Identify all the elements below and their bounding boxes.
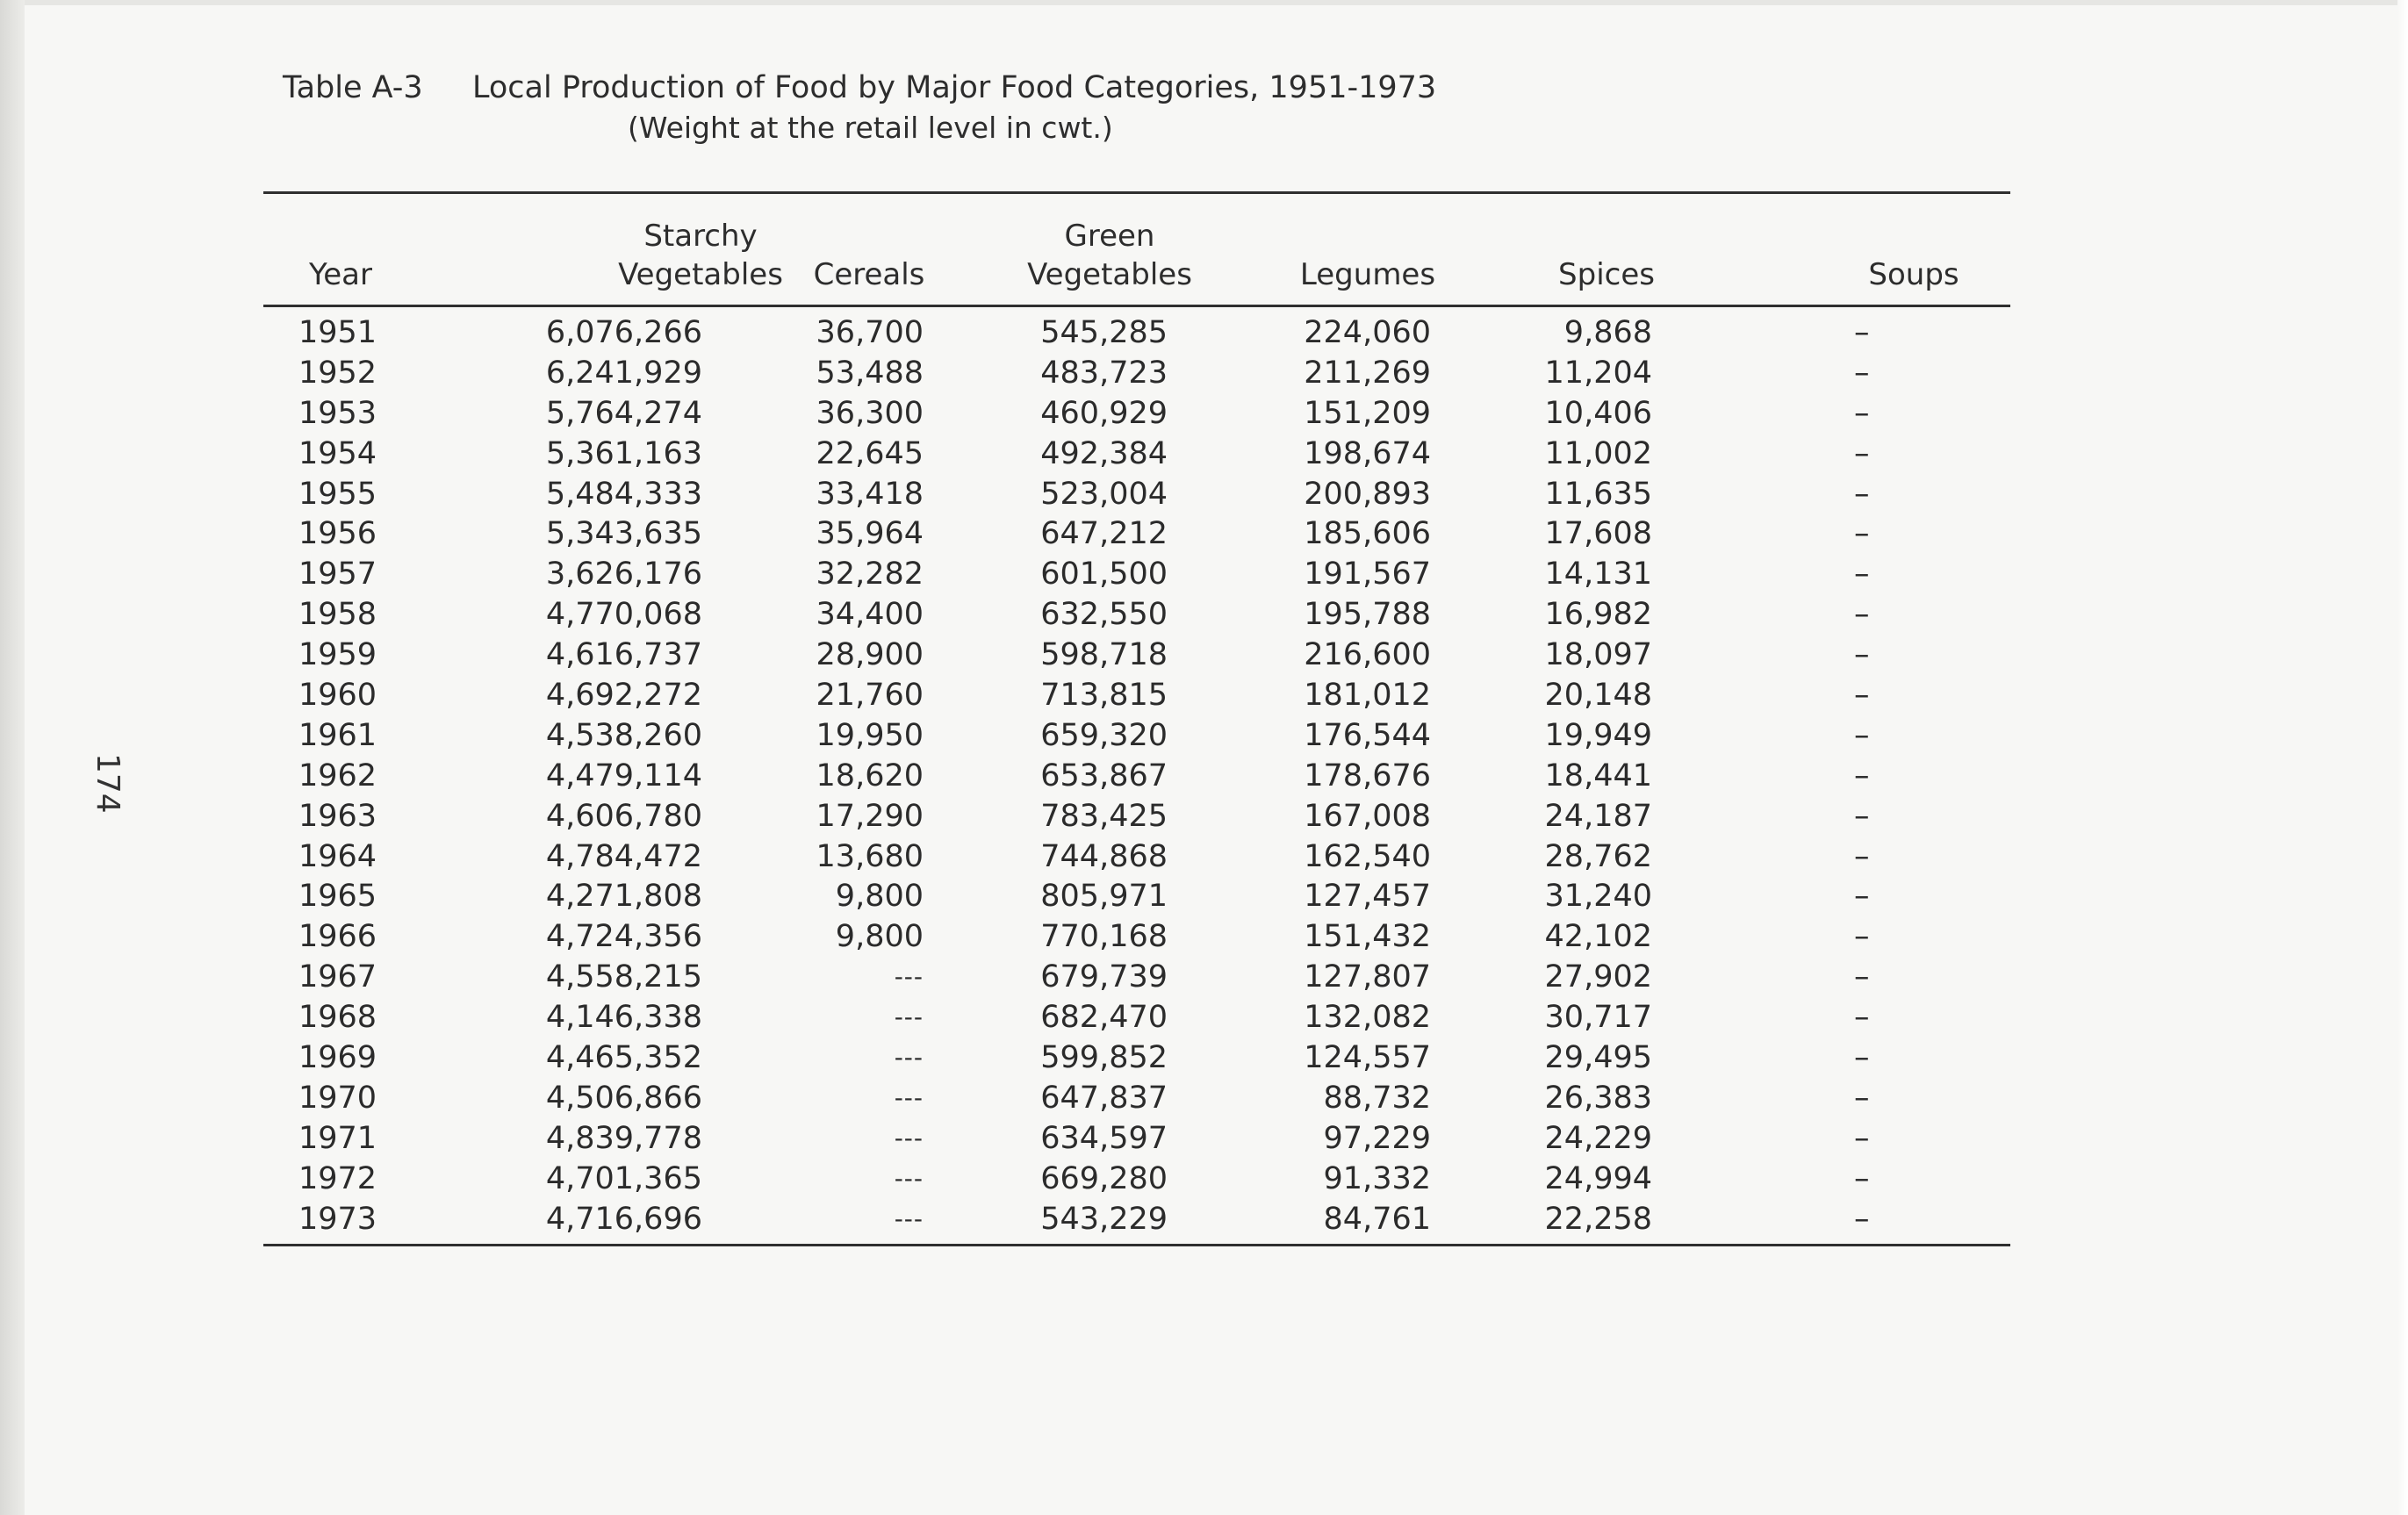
column-header-starchy-vegetables (618, 217, 783, 294)
table-label: Table A-3 (283, 70, 423, 105)
cell-starchy-vegetables: 6,076,266 (545, 315, 702, 350)
table-row (263, 957, 2010, 997)
food-production-table (263, 191, 2010, 1246)
table-row (263, 1078, 2010, 1118)
table-row (263, 715, 2010, 756)
cell-soups: – (1854, 1120, 1870, 1156)
table-row (263, 675, 2010, 715)
cell-cereals: 18,620 (816, 758, 924, 793)
cell-soups: – (1854, 556, 1870, 592)
cell-legumes: 167,008 (1304, 798, 1431, 834)
cell-soups: – (1854, 959, 1870, 995)
table-body (263, 307, 2010, 1244)
table-row (263, 312, 2010, 353)
cell-green-vegetables: 713,815 (1040, 678, 1168, 714)
cell-legumes: 178,676 (1304, 758, 1431, 793)
cell-green-vegetables: 783,425 (1040, 798, 1168, 834)
cell-starchy-vegetables: 4,506,866 (545, 1080, 702, 1116)
table-row (263, 836, 2010, 877)
cell-legumes: 198,674 (1304, 435, 1431, 471)
cell-soups: – (1854, 355, 1870, 391)
table-row (263, 876, 2010, 916)
cell-starchy-vegetables: 4,692,272 (545, 678, 702, 714)
cell-spices: 19,949 (1544, 717, 1652, 753)
cell-year: 1957 (298, 556, 377, 592)
cell-legumes: 224,060 (1304, 315, 1431, 350)
cell-green-vegetables: 492,384 (1040, 435, 1168, 471)
cell-soups: – (1854, 838, 1870, 874)
cell-spices: 30,717 (1544, 1000, 1652, 1036)
cell-green-vegetables: 634,597 (1040, 1120, 1168, 1156)
cell-legumes: 216,600 (1304, 637, 1431, 673)
column-header-spices (1558, 255, 1655, 294)
cell-spices: 29,495 (1544, 1040, 1652, 1076)
cell-year: 1973 (298, 1201, 377, 1237)
cell-spices: 42,102 (1544, 919, 1652, 955)
cell-soups: – (1854, 919, 1870, 955)
cell-cereals: 21,760 (816, 678, 924, 714)
cell-year: 1954 (298, 435, 377, 471)
cell-spices: 20,148 (1544, 678, 1652, 714)
cell-green-vegetables: 598,718 (1040, 637, 1168, 673)
table-row (263, 635, 2010, 675)
cell-green-vegetables: 460,929 (1040, 395, 1168, 431)
cell-cereals: 32,282 (816, 556, 924, 592)
cell-cereals: 53,488 (816, 355, 924, 391)
cell-year: 1952 (298, 355, 377, 391)
cell-soups: – (1854, 395, 1870, 431)
cell-legumes: 185,606 (1304, 516, 1431, 552)
cell-green-vegetables: 601,500 (1040, 556, 1168, 592)
cell-cereals: 36,700 (816, 315, 924, 350)
page-top-edge (0, 0, 2408, 5)
cell-cereals: 34,400 (816, 597, 924, 633)
cell-green-vegetables: 682,470 (1040, 1000, 1168, 1036)
cell-year: 1956 (298, 516, 377, 552)
cell-cereals: 9,800 (835, 919, 924, 955)
cell-green-vegetables: 659,320 (1040, 717, 1168, 753)
table-subtitle: (Weight at the retail level in cwt.) (628, 111, 1113, 145)
cell-soups: – (1854, 879, 1870, 915)
cell-legumes: 127,457 (1304, 879, 1431, 915)
table-row (263, 1118, 2010, 1159)
table-caption (283, 70, 1512, 145)
cell-year: 1955 (298, 476, 377, 512)
table-row (263, 1159, 2010, 1199)
cell-green-vegetables: 653,867 (1040, 758, 1168, 793)
table-row (263, 1199, 2010, 1239)
cell-soups: – (1854, 758, 1870, 793)
cell-starchy-vegetables: 5,484,333 (545, 476, 702, 512)
column-header-line: Legumes (1299, 257, 1436, 292)
cell-cereals: 22,645 (816, 435, 924, 471)
cell-cereals: --- (894, 1203, 924, 1233)
cell-year: 1968 (298, 1000, 377, 1036)
cell-spices: 9,868 (1563, 315, 1652, 350)
cell-spices: 11,635 (1544, 476, 1652, 512)
cell-soups: – (1854, 678, 1870, 714)
cell-year: 1962 (298, 758, 377, 793)
cell-legumes: 88,732 (1323, 1080, 1431, 1116)
cell-green-vegetables: 805,971 (1040, 879, 1168, 915)
cell-cereals: --- (894, 1163, 924, 1193)
cell-cereals: 33,418 (816, 476, 924, 512)
cell-legumes: 151,209 (1304, 395, 1431, 431)
cell-starchy-vegetables: 4,538,260 (545, 717, 702, 753)
cell-spices: 11,002 (1544, 435, 1652, 471)
cell-soups: – (1854, 315, 1870, 350)
cell-year: 1970 (298, 1080, 377, 1116)
cell-cereals: --- (894, 962, 924, 992)
cell-green-vegetables: 744,868 (1040, 838, 1168, 874)
table-row (263, 796, 2010, 836)
cell-legumes: 191,567 (1304, 556, 1431, 592)
cell-starchy-vegetables: 5,361,163 (545, 435, 702, 471)
cell-green-vegetables: 647,212 (1040, 516, 1168, 552)
table-header (263, 194, 2010, 305)
cell-soups: – (1854, 637, 1870, 673)
cell-year: 1959 (298, 637, 377, 673)
table-row (263, 916, 2010, 957)
table-row (263, 474, 2010, 514)
cell-cereals: --- (894, 1043, 924, 1073)
table-row (263, 997, 2010, 1038)
column-header-line: Soups (1868, 257, 1959, 292)
cell-starchy-vegetables: 4,606,780 (545, 798, 702, 834)
table-row (263, 513, 2010, 554)
cell-starchy-vegetables: 3,626,176 (545, 556, 702, 592)
cell-green-vegetables: 770,168 (1040, 919, 1168, 955)
cell-legumes: 91,332 (1323, 1160, 1431, 1196)
column-header-line: Cereals (813, 257, 925, 292)
cell-starchy-vegetables: 4,839,778 (545, 1120, 702, 1156)
column-header-line: Spices (1558, 257, 1655, 292)
cell-legumes: 162,540 (1304, 838, 1431, 874)
cell-year: 1958 (298, 597, 377, 633)
cell-legumes: 195,788 (1304, 597, 1431, 633)
cell-year: 1965 (298, 879, 377, 915)
column-header-year (309, 255, 372, 294)
cell-cereals: 19,950 (816, 717, 924, 753)
cell-soups: – (1854, 717, 1870, 753)
cell-spices: 18,441 (1544, 758, 1652, 793)
cell-starchy-vegetables: 4,701,365 (545, 1160, 702, 1196)
cell-year: 1967 (298, 959, 377, 995)
cell-spices: 16,982 (1544, 597, 1652, 633)
cell-starchy-vegetables: 4,616,737 (545, 637, 702, 673)
cell-green-vegetables: 523,004 (1040, 476, 1168, 512)
cell-year: 1969 (298, 1040, 377, 1076)
cell-green-vegetables: 543,229 (1040, 1201, 1168, 1237)
cell-spices: 24,994 (1544, 1160, 1652, 1196)
column-header-green-vegetables (1027, 217, 1192, 294)
cell-soups: – (1854, 1040, 1870, 1076)
cell-spices: 24,187 (1544, 798, 1652, 834)
cell-legumes: 124,557 (1304, 1040, 1431, 1076)
cell-cereals: 28,900 (816, 637, 924, 673)
cell-starchy-vegetables: 4,271,808 (545, 879, 702, 915)
cell-soups: – (1854, 435, 1870, 471)
cell-cereals: --- (894, 1002, 924, 1032)
column-header-cereals (814, 255, 925, 294)
cell-starchy-vegetables: 4,716,696 (545, 1201, 702, 1237)
cell-soups: – (1854, 516, 1870, 552)
column-header-line: Starchy (643, 219, 758, 254)
cell-cereals: 36,300 (816, 395, 924, 431)
cell-spices: 18,097 (1544, 637, 1652, 673)
page-right-edge (2397, 0, 2408, 1515)
cell-soups: – (1854, 1201, 1870, 1237)
cell-spices: 14,131 (1544, 556, 1652, 592)
table-title: Local Production of Food by Major Food Categories, 1951-1973 (472, 70, 1437, 105)
column-header-line: Vegetables (1027, 257, 1192, 292)
cell-soups: – (1854, 1160, 1870, 1196)
cell-starchy-vegetables: 5,343,635 (545, 516, 702, 552)
table-row (263, 756, 2010, 796)
cell-soups: – (1854, 798, 1870, 834)
cell-starchy-vegetables: 4,479,114 (545, 758, 702, 793)
table-bottom-rule (263, 1244, 2010, 1246)
table-row (263, 353, 2010, 393)
cell-spices: 31,240 (1544, 879, 1652, 915)
cell-soups: – (1854, 1080, 1870, 1116)
cell-starchy-vegetables: 4,784,472 (545, 838, 702, 874)
cell-spices: 22,258 (1544, 1201, 1652, 1237)
cell-year: 1972 (298, 1160, 377, 1196)
cell-starchy-vegetables: 4,146,338 (545, 1000, 702, 1036)
cell-starchy-vegetables: 5,764,274 (545, 395, 702, 431)
cell-green-vegetables: 599,852 (1040, 1040, 1168, 1076)
cell-starchy-vegetables: 4,465,352 (545, 1040, 702, 1076)
page-left-edge (0, 0, 25, 1515)
cell-year: 1953 (298, 395, 377, 431)
cell-year: 1961 (298, 717, 377, 753)
cell-legumes: 84,761 (1323, 1201, 1431, 1237)
cell-legumes: 132,082 (1304, 1000, 1431, 1036)
column-header-soups (1868, 255, 1959, 294)
cell-year: 1960 (298, 678, 377, 714)
cell-spices: 26,383 (1544, 1080, 1652, 1116)
cell-spices: 27,902 (1544, 959, 1652, 995)
cell-legumes: 181,012 (1304, 678, 1431, 714)
cell-starchy-vegetables: 6,241,929 (545, 355, 702, 391)
cell-green-vegetables: 632,550 (1040, 597, 1168, 633)
cell-year: 1963 (298, 798, 377, 834)
cell-cereals: 9,800 (835, 879, 924, 915)
cell-spices: 28,762 (1544, 838, 1652, 874)
cell-spices: 11,204 (1544, 355, 1652, 391)
column-header-legumes (1300, 255, 1435, 294)
table-row (263, 393, 2010, 434)
cell-year: 1951 (298, 315, 377, 350)
cell-green-vegetables: 483,723 (1040, 355, 1168, 391)
cell-spices: 17,608 (1544, 516, 1652, 552)
table-row (263, 1038, 2010, 1078)
cell-green-vegetables: 679,739 (1040, 959, 1168, 995)
table-row (263, 434, 2010, 474)
table-row (263, 594, 2010, 635)
caption-title-row (283, 70, 1512, 105)
cell-soups: – (1854, 476, 1870, 512)
cell-starchy-vegetables: 4,724,356 (545, 919, 702, 955)
cell-cereals: 17,290 (816, 798, 924, 834)
column-header-line: Green (1064, 219, 1155, 254)
column-header-line: Year (309, 257, 372, 292)
cell-legumes: 151,432 (1304, 919, 1431, 955)
column-header-line: Vegetables (618, 257, 783, 292)
page-number: 174 (90, 753, 126, 814)
cell-spices: 10,406 (1544, 395, 1652, 431)
cell-legumes: 127,807 (1304, 959, 1431, 995)
table-row (263, 554, 2010, 594)
cell-starchy-vegetables: 4,558,215 (545, 959, 702, 995)
cell-spices: 24,229 (1544, 1120, 1652, 1156)
cell-cereals: 13,680 (816, 838, 924, 874)
cell-year: 1971 (298, 1120, 377, 1156)
cell-cereals: --- (894, 1123, 924, 1152)
cell-legumes: 211,269 (1304, 355, 1431, 391)
cell-cereals: --- (894, 1082, 924, 1112)
cell-year: 1966 (298, 919, 377, 955)
cell-soups: – (1854, 1000, 1870, 1036)
cell-legumes: 97,229 (1323, 1120, 1431, 1156)
cell-soups: – (1854, 597, 1870, 633)
cell-legumes: 200,893 (1304, 476, 1431, 512)
cell-green-vegetables: 545,285 (1040, 315, 1168, 350)
cell-cereals: 35,964 (816, 516, 924, 552)
cell-green-vegetables: 647,837 (1040, 1080, 1168, 1116)
cell-green-vegetables: 669,280 (1040, 1160, 1168, 1196)
cell-legumes: 176,544 (1304, 717, 1431, 753)
cell-year: 1964 (298, 838, 377, 874)
cell-starchy-vegetables: 4,770,068 (545, 597, 702, 633)
